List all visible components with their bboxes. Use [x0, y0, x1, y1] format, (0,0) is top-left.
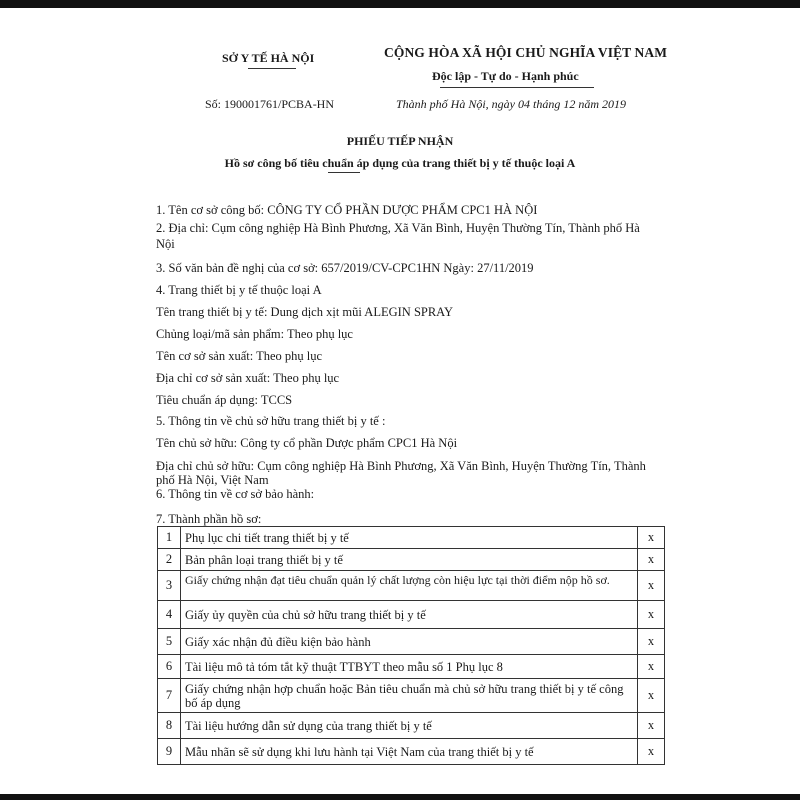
table-row — [158, 549, 665, 571]
row-text: Tài liệu mô tả tóm tắt kỹ thuật TTBYT theo mẫu số 1 Phụ lục 8 — [181, 655, 638, 679]
manufacturer-name: Tên cơ sở sản xuất: Theo phụ lục — [156, 349, 323, 363]
section-attachments: 7. Thành phần hồ sơ: — [156, 512, 262, 526]
applied-standard: Tiêu chuẩn áp dụng: TCCS — [156, 393, 293, 407]
row-number: 6 — [158, 655, 181, 679]
subtitle-underline — [328, 172, 360, 173]
section-device: 4. Trang thiết bị y tế thuộc loại A — [156, 283, 322, 297]
row-number: 3 — [158, 571, 181, 601]
owner-address-cont: phố Hà Nội, Việt Nam — [156, 473, 269, 487]
section-warranty: 6. Thông tin về cơ sở bảo hành: — [156, 487, 315, 501]
row-check: x — [638, 527, 665, 549]
table-row — [158, 655, 665, 679]
device-name: Tên trang thiết bị y tế: Dung dịch xịt mũi ALEGIN SPRAY — [156, 305, 454, 319]
department-underline — [248, 68, 296, 69]
department-name: SỞ Y TẾ HÀ NỘI — [222, 51, 315, 65]
motto-underline — [440, 87, 594, 88]
product-type: Chủng loại/mã sản phẩm: Theo phụ lục — [156, 327, 353, 341]
row-number: 9 — [158, 739, 181, 765]
request-document: 3. Số văn bản đề nghị của cơ sở: 657/2019/CV-CPC1HN Ngày: 27/11/2019 — [156, 261, 534, 275]
row-check: x — [638, 713, 665, 739]
row-text: Phụ lục chi tiết trang thiết bị y tế — [181, 527, 638, 549]
row-check: x — [638, 629, 665, 655]
document-number: Số: 190001761/PCBA-HN — [205, 97, 335, 111]
row-text: Giấy chứng nhận đạt tiêu chuẩn quản lý chất lượng còn hiệu lực tại thời điểm nộp hồ sơ. — [181, 571, 638, 601]
table-row — [158, 629, 665, 655]
owner-name: Tên chủ sở hữu: Công ty cổ phần Dược phẩm CPC1 Hà Nội — [156, 436, 458, 450]
row-check: x — [638, 655, 665, 679]
place-date: Thành phố Hà Nội, ngày 04 tháng 12 năm 2019 — [396, 97, 627, 111]
row-text: Tài liệu hướng dẫn sử dụng của trang thiết bị y tế — [181, 713, 638, 739]
row-check: x — [638, 601, 665, 629]
attachments-table — [157, 526, 665, 765]
table-row — [158, 713, 665, 739]
table-row — [158, 601, 665, 629]
row-number: 7 — [158, 679, 181, 713]
row-text: Giấy ủy quyền của chủ sở hữu trang thiết bị y tế — [181, 601, 638, 629]
owner-address: Địa chỉ chủ sở hữu: Cụm công nghiệp Hà Bình Phương, Xã Văn Bình, Huyện Thường Tín, Thành — [156, 459, 646, 473]
national-title: CỘNG HÒA XÃ HỘI CHỦ NGHĨA VIỆT NAM — [384, 45, 668, 60]
document-title: PHIẾU TIẾP NHẬN — [346, 134, 454, 148]
top-border — [0, 0, 800, 8]
section-owner: 5. Thông tin về chủ sở hữu trang thiết bị y tế : — [156, 414, 386, 428]
table-row — [158, 739, 665, 765]
row-text: Giấy xác nhận đủ điều kiện bảo hành — [181, 629, 638, 655]
row-number: 8 — [158, 713, 181, 739]
table-row — [158, 527, 665, 549]
row-number: 4 — [158, 601, 181, 629]
table-row — [158, 679, 665, 713]
facility-address: 2. Địa chỉ: Cụm công nghiệp Hà Bình Phương, Xã Văn Bình, Huyện Thường Tín, Thành phố Hà — [156, 221, 640, 235]
row-text: Bản phân loại trang thiết bị y tế — [181, 549, 638, 571]
row-check: x — [638, 571, 665, 601]
row-text: Mẫu nhãn sẽ sử dụng khi lưu hành tại Việt Nam của trang thiết bị y tế — [181, 739, 638, 765]
facility-name: 1. Tên cơ sở công bố: CÔNG TY CỔ PHẦN DƯỢC PHẨM CPC1 HÀ NỘI — [156, 203, 538, 217]
row-number: 1 — [158, 527, 181, 549]
row-check: x — [638, 549, 665, 571]
facility-address-cont: Nội — [156, 237, 175, 251]
row-check: x — [638, 679, 665, 713]
row-check: x — [638, 739, 665, 765]
row-number: 5 — [158, 629, 181, 655]
table-row — [158, 571, 665, 601]
document-subtitle: Hồ sơ công bố tiêu chuẩn áp dụng của trang thiết bị y tế thuộc loại A — [224, 156, 576, 170]
row-number: 2 — [158, 549, 181, 571]
manufacturer-address: Địa chỉ cơ sở sản xuất: Theo phụ lục — [156, 371, 340, 385]
row-text: Giấy chứng nhận hợp chuẩn hoặc Bản tiêu chuẩn mà chủ sở hữu trang thiết bị y tế công bố áp dụng — [181, 679, 638, 713]
bottom-border — [0, 794, 800, 800]
national-motto: Độc lập - Tự do - Hạnh phúc — [432, 69, 579, 83]
